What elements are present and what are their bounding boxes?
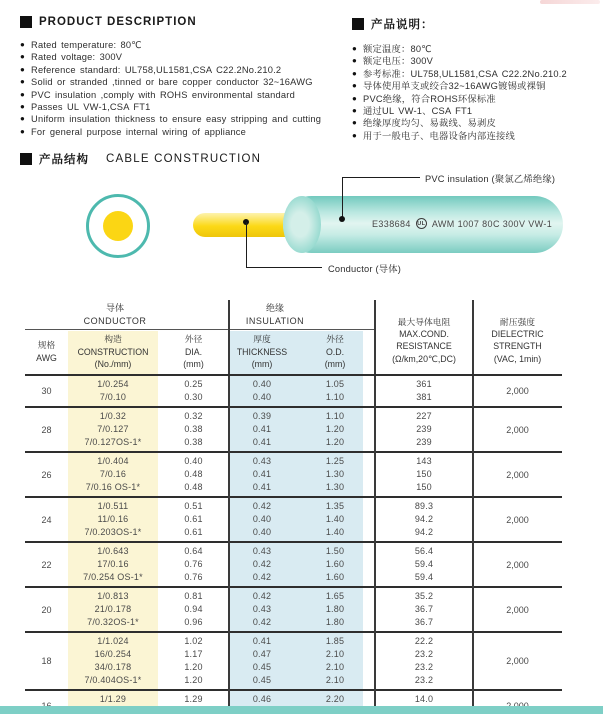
construction-value: 7/0.16 <box>99 469 127 479</box>
bullet-icon: ● <box>20 52 26 62</box>
bullet-item <box>20 113 350 125</box>
col-header-awg: 规格 AWG <box>36 340 57 363</box>
resistance-value: 23.2 <box>414 675 434 685</box>
bullet-icon: ● <box>20 40 26 49</box>
header-bottom-rule <box>25 374 562 376</box>
dia-value: 0.40 <box>184 456 203 466</box>
resistance-value: 94.2 <box>414 527 434 537</box>
ul-file-number: E338684 <box>372 218 411 229</box>
bullet-item <box>352 68 602 80</box>
resistance-value: 36.7 <box>414 617 434 627</box>
thickness-cell <box>229 376 295 406</box>
thickness-value: 0.45 <box>252 675 272 685</box>
od-value: 2.10 <box>325 662 345 672</box>
bullet-icon: ● <box>352 93 358 103</box>
thickness-value: 0.42 <box>252 501 272 511</box>
bullet-item <box>352 80 602 92</box>
thickness-cell <box>229 408 295 451</box>
product-notes-section <box>352 16 602 142</box>
table-row-group-awg-22 <box>25 541 562 586</box>
awg-cell: 24 <box>41 514 52 525</box>
od-value: 1.20 <box>325 424 345 434</box>
group-header-conductor <box>45 302 185 328</box>
construction-value: 16/0.254 <box>94 649 132 659</box>
bullet-text: For general purpose internal wiring of appliance <box>31 126 247 137</box>
thickness-cell <box>229 498 295 541</box>
conductor-label: Conductor (导体) <box>328 264 402 274</box>
bullet-text: PVC绝缘，符合ROHS环保标准 <box>363 93 496 104</box>
conductor-core-icon <box>103 211 133 241</box>
thickness-value: 0.41 <box>252 469 272 479</box>
construction-value: 34/0.178 <box>94 662 132 672</box>
bullet-item <box>352 117 602 129</box>
resistance-value: 381 <box>416 392 432 402</box>
bullet-text: 通过UL VW-1、CSA FT1 <box>363 106 473 117</box>
dia-cell <box>158 543 229 586</box>
table-divider <box>228 300 230 714</box>
section-title: PRODUCT DESCRIPTION <box>39 16 197 28</box>
construction-value: 7/0.10 <box>99 392 127 402</box>
dielectric-cell: 2,000 <box>506 656 529 666</box>
resistance-cell <box>375 633 473 689</box>
bullet-icon: ● <box>20 64 26 74</box>
od-value: 1.40 <box>325 514 345 524</box>
table-row-group-awg-26 <box>25 451 562 496</box>
bullet-text: Uniform insulation thickness to ensure easy stripping and cutting <box>31 114 322 125</box>
od-value: 1.25 <box>325 456 345 466</box>
bullet-text: 额定温度：80℃ <box>363 44 432 54</box>
awg-cell: 22 <box>41 559 52 570</box>
od-value: 1.60 <box>325 559 345 569</box>
spec-table <box>25 300 562 714</box>
pvc-leader-dot <box>339 216 345 222</box>
bullet-item <box>20 76 350 88</box>
construction-value: 1/0.813 <box>97 591 129 601</box>
dia-value: 0.38 <box>184 437 203 447</box>
resistance-cell <box>375 588 473 631</box>
cable-rating-text: AWM 1007 80C 300V VW-1 <box>431 218 553 229</box>
conductor-leader-line-v <box>246 222 247 267</box>
ul-logo-icon: UL <box>416 218 427 229</box>
construction-value: 1/0.511 <box>97 501 129 511</box>
dielectric-cell: 2,000 <box>506 514 529 525</box>
thickness-value: 0.40 <box>252 379 272 389</box>
dia-value: 0.61 <box>184 514 203 524</box>
od-value: 1.50 <box>325 546 345 556</box>
dia-value: 0.32 <box>184 411 203 421</box>
od-cell <box>295 633 375 689</box>
thickness-cell <box>229 633 295 689</box>
construction-cell <box>68 588 158 631</box>
group-header-en: CONDUCTOR <box>83 316 147 326</box>
table-row-group-awg-24 <box>25 496 562 541</box>
resistance-value: 59.4 <box>414 559 434 569</box>
thickness-value: 0.41 <box>252 482 272 492</box>
product-notes-header <box>352 16 602 32</box>
resistance-value: 35.2 <box>414 591 434 601</box>
bullet-item <box>352 130 602 142</box>
od-value: 1.35 <box>325 501 345 511</box>
table-row-group-awg-20 <box>25 586 562 631</box>
thickness-value: 0.47 <box>252 649 272 659</box>
bullet-icon: ● <box>20 89 26 99</box>
bullet-text: 参考标准：UL758,UL1581,CSA C22.2No.210.2 <box>363 68 567 79</box>
od-cell <box>295 498 375 541</box>
od-value: 1.30 <box>325 469 345 479</box>
table-row-group-awg-18 <box>25 631 562 689</box>
col-header-thickness: 厚度 THICKNESS (mm) <box>236 334 288 369</box>
table-divider <box>374 300 376 714</box>
pvc-insulation-label: PVC insulation (聚氯乙烯绝缘) <box>425 174 556 184</box>
construction-value: 7/0.127OS-1* <box>84 437 142 447</box>
bullet-item <box>20 51 350 63</box>
bullet-icon: ● <box>352 68 358 78</box>
bullet-icon: ● <box>20 126 26 136</box>
dia-cell <box>158 408 229 451</box>
section-marker-icon <box>352 18 364 30</box>
thickness-value: 0.41 <box>252 424 272 434</box>
dielectric-cell: 2,000 <box>506 386 529 396</box>
bullet-icon: ● <box>20 114 26 124</box>
section-marker-icon <box>20 16 32 28</box>
bullet-text: Solid or stranded ,tinned or bare copper conductor 32~16AWG <box>31 77 313 88</box>
construction-cell <box>68 408 158 451</box>
od-value: 1.05 <box>325 379 345 389</box>
od-value: 1.10 <box>325 392 345 402</box>
od-value: 1.85 <box>325 636 345 646</box>
section-title-en: CABLE CONSTRUCTION <box>106 153 262 165</box>
thickness-value: 0.40 <box>252 392 272 402</box>
resistance-cell <box>375 408 473 451</box>
dia-value: 0.38 <box>184 424 203 434</box>
construction-value: 7/0.32OS-1* <box>87 617 139 627</box>
awg-cell: 28 <box>41 424 52 435</box>
od-value: 1.10 <box>325 411 345 421</box>
cable-print-text <box>372 218 562 229</box>
dia-value: 0.25 <box>184 379 203 389</box>
thickness-value: 0.46 <box>252 694 272 704</box>
col-header-dia: 外径 DIA. (mm) <box>183 334 204 369</box>
resistance-cell <box>375 453 473 496</box>
thickness-value: 0.42 <box>252 572 272 582</box>
dia-cell <box>158 453 229 496</box>
dia-value: 0.51 <box>184 501 203 511</box>
dia-value: 1.29 <box>184 694 203 704</box>
resistance-value: 227 <box>416 411 432 421</box>
construction-value: 7/0.254 OS-1* <box>83 572 143 582</box>
bullet-text: Rated voltage: 300V <box>31 52 123 63</box>
resistance-value: 239 <box>416 424 432 434</box>
cable-cross-section <box>86 194 150 258</box>
od-value: 2.10 <box>325 675 345 685</box>
col-header-resistance: 最大导体电阻 MAX.COND. RESISTANCE (Ω/km,20℃,DC) <box>392 317 456 364</box>
resistance-value: 59.4 <box>414 572 434 582</box>
construction-value: 1/0.404 <box>97 456 129 466</box>
od-value: 1.60 <box>325 572 345 582</box>
bullet-icon: ● <box>352 56 358 66</box>
construction-value: 11/0.16 <box>97 514 129 524</box>
awg-cell: 18 <box>41 656 52 666</box>
construction-cell <box>68 633 158 689</box>
bullet-item <box>20 39 350 51</box>
bullet-item <box>20 101 350 113</box>
col-header-od: 外径 O.D. (mm) <box>324 334 346 369</box>
dia-value: 0.64 <box>184 546 203 556</box>
construction-cell <box>68 498 158 541</box>
pvc-leader-line-h <box>342 177 420 178</box>
table-row-group-awg-28 <box>25 406 562 451</box>
bullet-item <box>20 126 350 138</box>
bullet-text: Rated temperature: 80℃ <box>31 40 142 50</box>
dielectric-cell: 2,000 <box>506 559 529 570</box>
resistance-value: 56.4 <box>414 546 434 556</box>
dia-value: 0.76 <box>184 559 203 569</box>
awg-cell: 26 <box>41 469 52 480</box>
group-underline <box>25 329 229 330</box>
resistance-cell <box>375 543 473 586</box>
section-title-zh: 产品结构 <box>39 154 89 166</box>
od-value: 1.80 <box>325 617 345 627</box>
thickness-value: 0.43 <box>252 604 272 614</box>
dia-value: 0.61 <box>184 527 203 537</box>
bullet-text: PVC insulation ,comply with ROHS environmental standard <box>31 89 295 100</box>
col-header-dielectric: 耐压强度 DIELECTRIC STRENGTH (VAC, 1min) <box>491 317 544 364</box>
dia-cell <box>158 588 229 631</box>
bullet-item <box>352 105 602 117</box>
sheath-end-cap <box>283 196 321 253</box>
construction-value: 1/0.643 <box>97 546 129 556</box>
bullet-item <box>352 43 602 55</box>
resistance-value: 22.2 <box>414 636 434 646</box>
bullet-icon: ● <box>352 44 358 53</box>
construction-value: 7/0.127 <box>97 424 129 434</box>
resistance-value: 239 <box>416 437 432 447</box>
dia-value: 1.17 <box>184 649 203 659</box>
product-description-list <box>20 39 350 138</box>
thickness-cell <box>229 543 295 586</box>
construction-cell <box>68 376 158 406</box>
bullet-text: 绝缘厚度均匀、易裁线、易剥皮 <box>363 118 497 129</box>
awg-cell: 20 <box>41 604 52 615</box>
od-cell <box>295 543 375 586</box>
thickness-value: 0.40 <box>252 527 272 537</box>
group-underline <box>230 329 375 330</box>
resistance-value: 361 <box>416 379 432 389</box>
construction-cell <box>68 453 158 496</box>
construction-value: 1/1.024 <box>97 636 129 646</box>
dia-cell <box>158 498 229 541</box>
thickness-value: 0.39 <box>252 411 272 421</box>
dia-value: 1.20 <box>184 662 203 672</box>
construction-value: 1/0.254 <box>97 379 129 389</box>
bullet-icon: ● <box>20 102 26 112</box>
dia-value: 0.81 <box>184 591 203 601</box>
bottom-accent-bar <box>0 706 603 714</box>
thickness-value: 0.40 <box>252 514 272 524</box>
construction-value: 7/0.16 OS-1* <box>85 482 141 492</box>
bullet-text: Passes UL VW-1,CSA FT1 <box>31 102 151 113</box>
thickness-value: 0.45 <box>252 662 272 672</box>
bullet-item <box>20 89 350 101</box>
od-value: 2.10 <box>325 649 345 659</box>
resistance-value: 36.7 <box>414 604 434 614</box>
bullet-text: Reference standard: UL758,UL1581,CSA C22.2No.210.2 <box>31 64 282 75</box>
od-value: 1.30 <box>325 482 345 492</box>
bullet-item <box>20 64 350 76</box>
dia-value: 1.02 <box>184 636 203 646</box>
resistance-value: 23.2 <box>414 649 434 659</box>
product-description-header <box>20 16 350 28</box>
dielectric-cell: 2,000 <box>506 604 529 615</box>
product-notes-list <box>352 43 602 142</box>
dia-cell <box>158 376 229 406</box>
cable-construction-title-row <box>20 151 580 167</box>
section-marker-icon <box>20 153 32 165</box>
thickness-cell <box>229 588 295 631</box>
od-cell <box>295 376 375 406</box>
thickness-value: 0.41 <box>252 636 272 646</box>
section-title: 产品说明： <box>371 19 434 31</box>
col-header-construction: 构造 CONSTRUCTION (No./mm) <box>77 334 149 369</box>
dielectric-cell: 2,000 <box>506 424 529 435</box>
od-cell <box>295 588 375 631</box>
thickness-value: 0.43 <box>252 456 272 466</box>
od-cell <box>295 408 375 451</box>
od-value: 1.80 <box>325 604 345 614</box>
dia-value: 0.48 <box>184 469 203 479</box>
thickness-value: 0.43 <box>252 546 272 556</box>
dielectric-cell: 2,000 <box>506 469 529 480</box>
table-row-group-awg-30 <box>25 376 562 406</box>
resistance-value: 14.0 <box>414 694 434 704</box>
bullet-icon: ● <box>352 130 358 140</box>
od-value: 2.20 <box>325 694 345 704</box>
group-header-en: INSULATION <box>245 316 305 326</box>
table-divider <box>472 300 474 714</box>
dia-value: 1.20 <box>184 675 203 685</box>
table-body <box>25 376 562 714</box>
group-header-zh: 绝缘 <box>265 303 284 313</box>
resistance-cell <box>375 498 473 541</box>
conductor-leader-line-h <box>246 267 322 268</box>
construction-value: 7/0.203OS-1* <box>84 527 142 537</box>
bullet-item <box>352 93 602 105</box>
resistance-cell <box>375 376 473 406</box>
resistance-value: 23.2 <box>414 662 434 672</box>
construction-value: 17/0.16 <box>97 559 129 569</box>
bullet-text: 用于一般电子、电器设备内部连接线 <box>363 130 515 141</box>
resistance-value: 94.2 <box>414 514 434 524</box>
bullet-icon: ● <box>20 77 26 87</box>
bullet-icon: ● <box>352 81 358 91</box>
dia-value: 0.76 <box>184 572 203 582</box>
thickness-cell <box>229 453 295 496</box>
resistance-value: 150 <box>416 482 432 492</box>
construction-value: 7/0.404OS-1* <box>84 675 142 685</box>
dia-value: 0.30 <box>184 392 203 402</box>
dia-value: 0.48 <box>184 482 203 492</box>
od-cell <box>295 453 375 496</box>
thickness-value: 0.41 <box>252 437 272 447</box>
od-value: 1.20 <box>325 437 345 447</box>
resistance-value: 143 <box>416 456 432 466</box>
bullet-icon: ● <box>352 118 358 128</box>
construction-cell <box>68 543 158 586</box>
product-description-section <box>20 16 350 138</box>
od-value: 1.65 <box>325 591 345 601</box>
construction-value: 21/0.178 <box>94 604 132 614</box>
resistance-value: 89.3 <box>414 501 434 511</box>
awg-cell: 30 <box>41 386 52 396</box>
thickness-value: 0.42 <box>252 617 272 627</box>
artifact-smudge <box>540 0 600 4</box>
thickness-value: 0.42 <box>252 591 272 601</box>
construction-value: 1/0.32 <box>99 411 127 421</box>
construction-value: 1/1.29 <box>99 694 127 704</box>
pvc-leader-line-v <box>342 177 343 219</box>
od-value: 1.40 <box>325 527 345 537</box>
group-header-zh: 导体 <box>105 303 124 313</box>
dia-value: 0.96 <box>184 617 203 627</box>
bullet-icon: ● <box>352 106 358 116</box>
bullet-text: 导体使用单支或绞合32~16AWG镀锡或裸铜 <box>363 81 546 92</box>
thickness-value: 0.42 <box>252 559 272 569</box>
dia-cell <box>158 633 229 689</box>
resistance-value: 150 <box>416 469 432 479</box>
bullet-item <box>352 55 602 67</box>
bullet-text: 额定电压：300V <box>363 56 434 67</box>
dia-value: 0.94 <box>184 604 203 614</box>
